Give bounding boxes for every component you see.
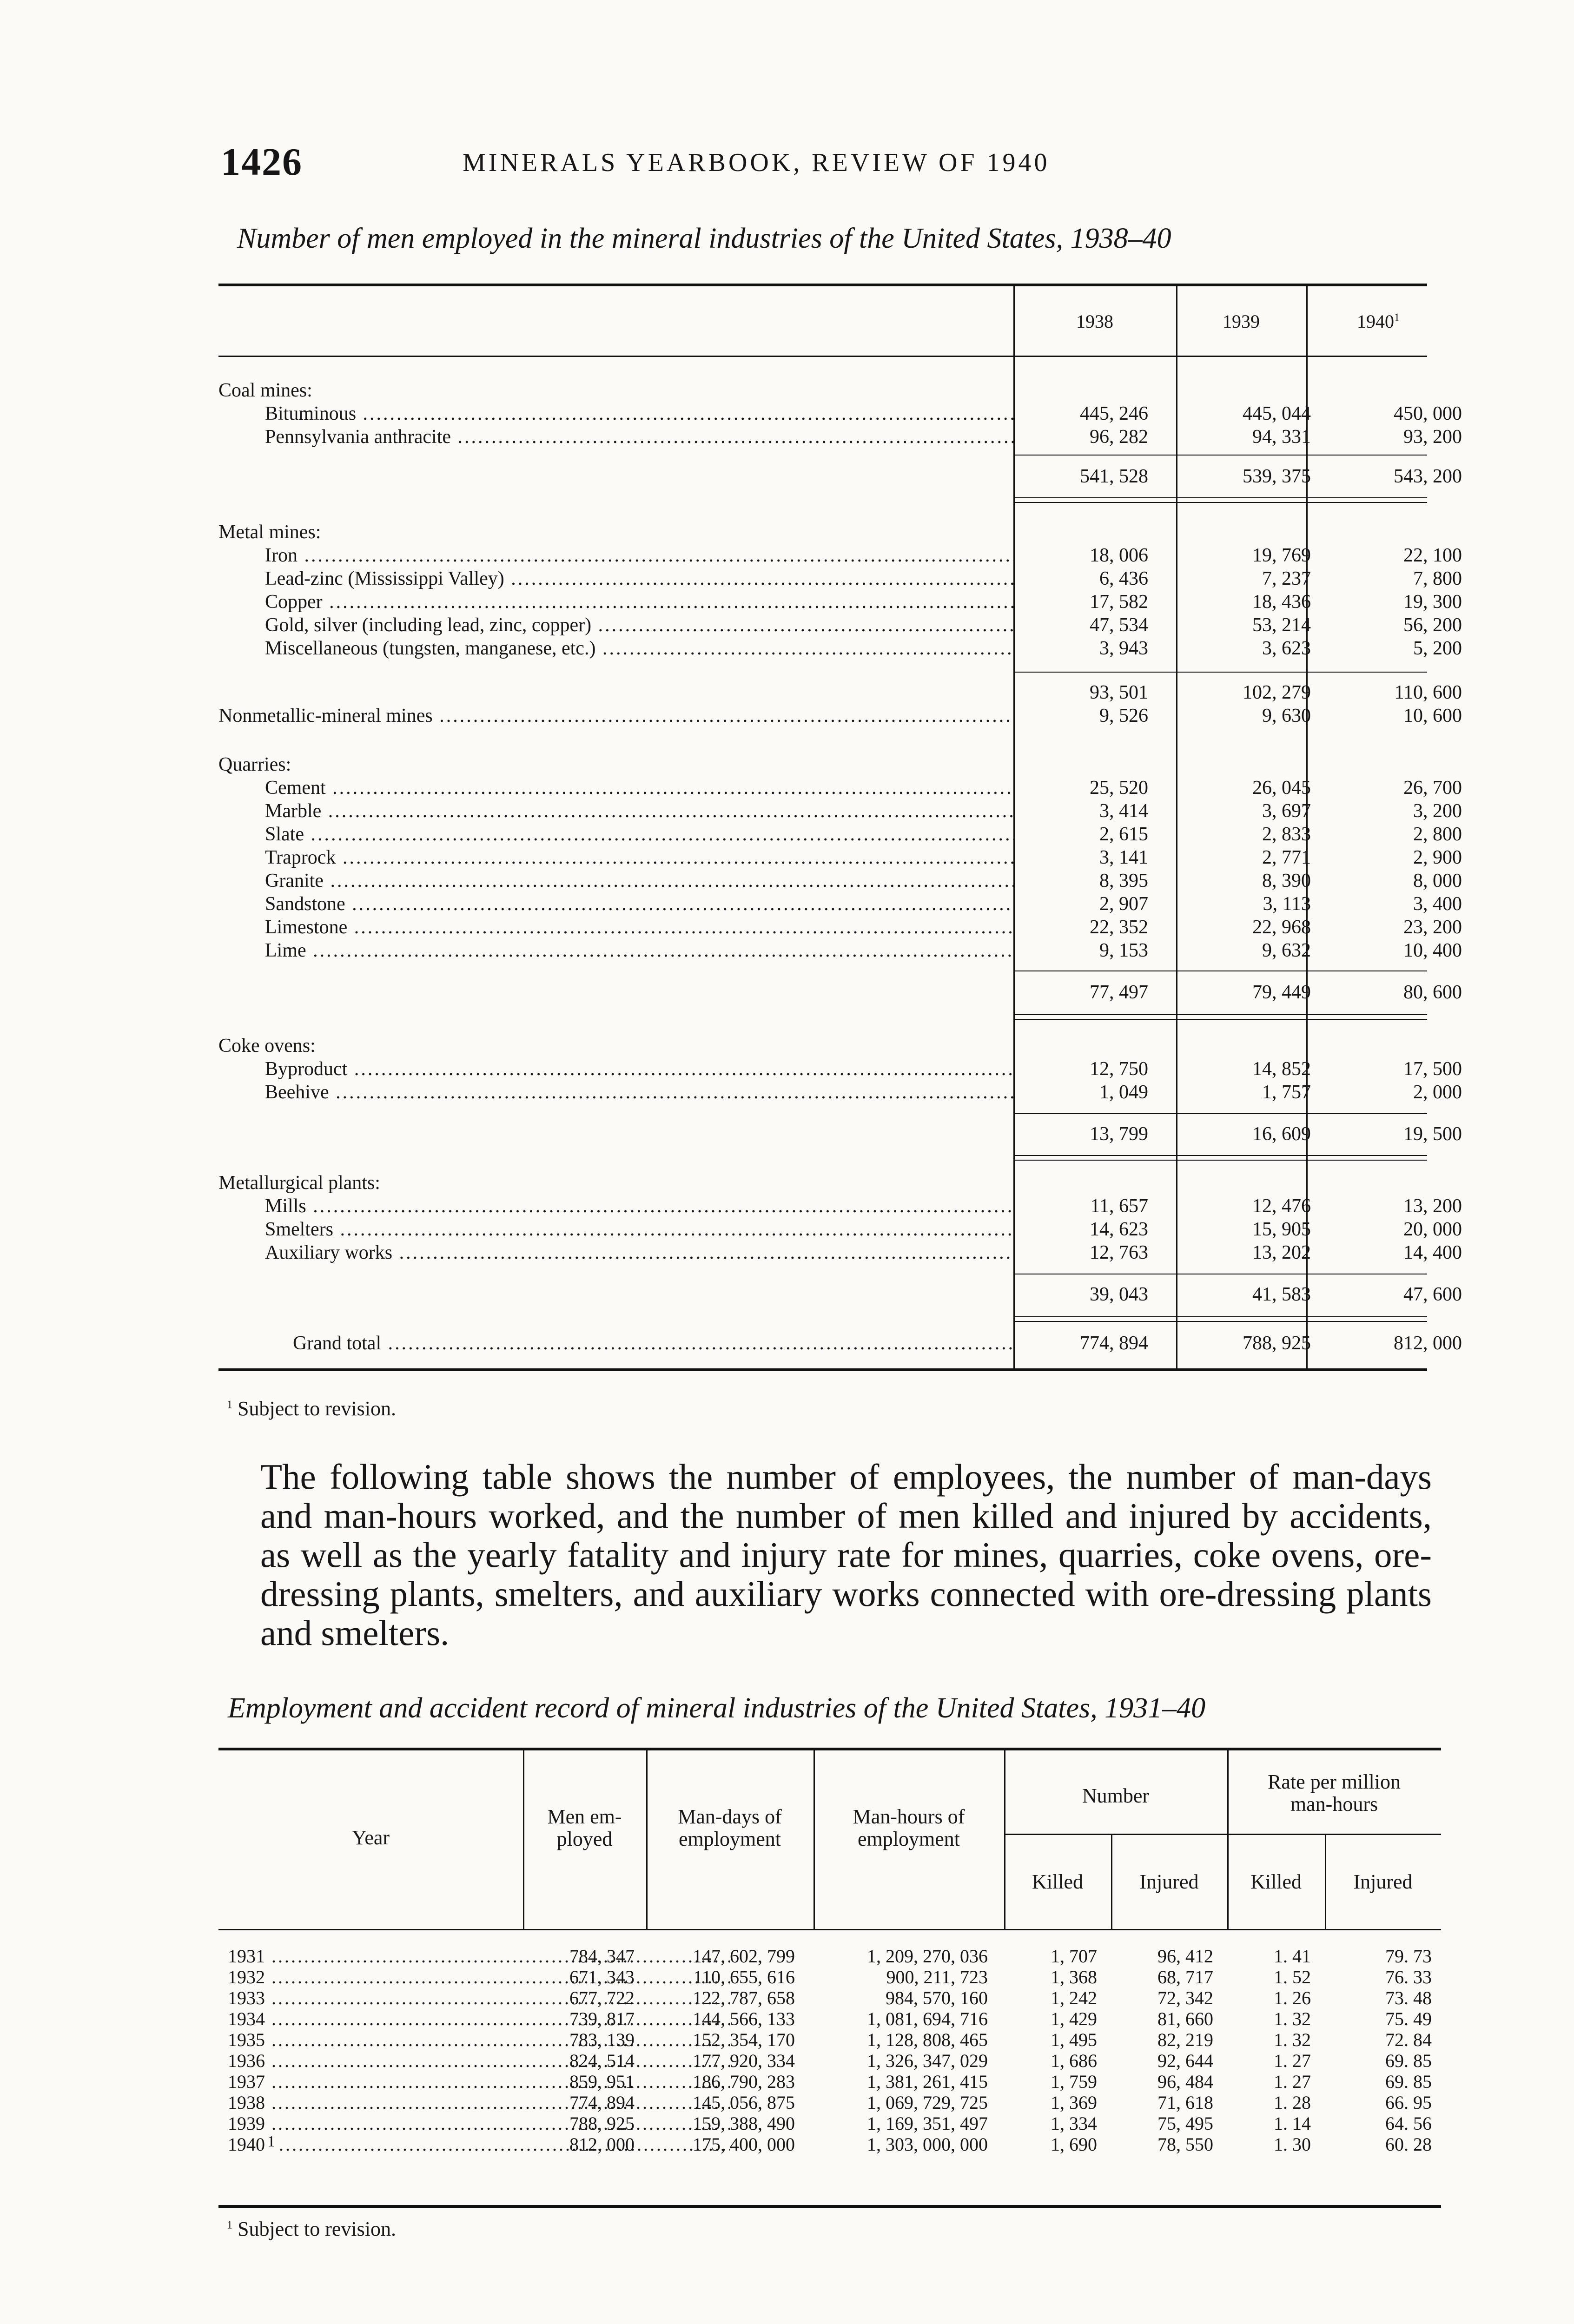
table-row bbox=[218, 1987, 1441, 2009]
header-rate: Rate per million man-hours bbox=[1268, 1770, 1401, 1816]
header-subrule bbox=[1004, 1834, 1441, 1835]
killed-cell: 1, 686 bbox=[1051, 2050, 1097, 2071]
year-cell: 1935 ..... bbox=[228, 2029, 730, 2051]
table-row bbox=[218, 2092, 1441, 2114]
subtotal-row: 77, 497 79, 449 80, 600 bbox=[1090, 982, 1462, 1003]
ri-cell: 72. 84 bbox=[1385, 2029, 1432, 2050]
men-cell: 677, 722 bbox=[569, 1987, 635, 2008]
body-paragraph: The following table shows the number of employees, the number of man-days and man-hours worked, and the number of men killed and injured by accidents, as well as the yearly fatality and injury rate for mines, quarries, coke ovens, ore-dressing plants, smelters, and auxiliary works connected with ore-dressing plants and smelters. bbox=[260, 1457, 1432, 1653]
days-cell: 122, 787, 658 bbox=[693, 1987, 795, 2008]
table-row: Beehive ..... 1, 049 1, 757 2, 000 bbox=[218, 1081, 1427, 1104]
ri-cell: 73. 48 bbox=[1385, 1987, 1432, 2008]
column-divider bbox=[1004, 1748, 1005, 1929]
ri-cell: 75. 49 bbox=[1385, 2008, 1432, 2029]
running-title: MINERALS YEARBOOK, REVIEW OF 1940 bbox=[463, 148, 1050, 177]
injured-cell: 75, 495 bbox=[1157, 2113, 1213, 2134]
days-cell: 144, 566, 133 bbox=[693, 2008, 795, 2029]
rk-cell: 1. 26 bbox=[1274, 1987, 1311, 2008]
subtotal-row: 93, 501 102, 279 110, 600 bbox=[1090, 682, 1462, 703]
killed-cell: 1, 495 bbox=[1051, 2029, 1097, 2050]
table1-footnote: $^1$ Subject to revision. bbox=[227, 1397, 396, 1420]
days-cell: 175, 400, 000 bbox=[693, 2134, 795, 2155]
column-header-1938: 1938 bbox=[1076, 311, 1113, 332]
page-number: 1426 bbox=[221, 140, 303, 184]
year-cell: 1937 ..... bbox=[228, 2071, 730, 2093]
hours-cell: 1, 169, 351, 497 bbox=[867, 2113, 988, 2134]
year-cell: 1931 ..... bbox=[228, 1945, 730, 1967]
rk-cell: 1. 52 bbox=[1274, 1967, 1311, 1987]
table-row: Nonmetallic-mineral mines ..... 9, 526 9, 630 10, 600 bbox=[218, 704, 1427, 727]
rk-cell: 1. 27 bbox=[1274, 2071, 1311, 2092]
men-cell: 784, 347 bbox=[569, 1946, 635, 1967]
ri-cell: 60. 28 bbox=[1385, 2134, 1432, 2155]
table-rule bbox=[218, 284, 1427, 286]
subtotal-double-rule bbox=[1013, 1014, 1427, 1020]
table-row: Lime ..... 9, 153 9, 632 10, 400 bbox=[218, 939, 1427, 962]
table-row: Iron ..... 18, 006 19, 769 22, 100 bbox=[218, 544, 1427, 567]
men-cell: 824, 514 bbox=[569, 2050, 635, 2071]
accident-record-table-1931-40 bbox=[218, 1748, 1441, 2208]
group-heading: Metal mines: bbox=[218, 522, 321, 543]
year-cell: 1940 bbox=[228, 2134, 265, 2155]
header-man-days: Man-days of employment bbox=[678, 1805, 782, 1850]
header-man-hours: Man-hours of employment bbox=[853, 1805, 965, 1850]
header-rate-injured: Injured bbox=[1353, 1870, 1413, 1893]
days-cell: 159, 388, 490 bbox=[693, 2113, 795, 2134]
table-row bbox=[218, 2008, 1441, 2030]
ri-cell: 79. 73 bbox=[1385, 1946, 1432, 1967]
days-cell: 152, 354, 170 bbox=[693, 2029, 795, 2050]
table-rule bbox=[218, 356, 1427, 357]
table1-caption: Number of men employed in the mineral industries of the United States, 1938–40 bbox=[237, 223, 1171, 254]
header-injured: Injured bbox=[1139, 1870, 1199, 1893]
ri-cell: 76. 33 bbox=[1385, 1967, 1432, 1987]
hours-cell: 900, 211, 723 bbox=[886, 1967, 988, 1987]
men-cell: 788, 925 bbox=[569, 2113, 635, 2134]
ri-cell: 69. 85 bbox=[1385, 2050, 1432, 2071]
table-row: Byproduct ..... 12, 750 14, 852 17, 500 bbox=[218, 1057, 1427, 1081]
group-heading: Quarries: bbox=[218, 754, 291, 775]
hours-cell: 1, 326, 347, 029 bbox=[867, 2050, 988, 2071]
hours-cell: 984, 570, 160 bbox=[886, 1987, 988, 2008]
killed-cell: 1, 690 bbox=[1051, 2134, 1097, 2155]
table-row: Marble ..... 3, 414 3, 697 3, 200 bbox=[218, 799, 1427, 823]
hours-cell: 1, 209, 270, 036 bbox=[867, 1946, 988, 1967]
table2-footnote: $^1$ Subject to revision. bbox=[227, 2218, 396, 2240]
table-row: Slate ..... 2, 615 2, 833 2, 800 bbox=[218, 823, 1427, 846]
ri-cell: 69. 85 bbox=[1385, 2071, 1432, 2092]
header-rule bbox=[218, 1929, 1441, 1930]
days-cell: 110, 655, 616 bbox=[693, 1967, 795, 1987]
grand-total-row: Grand total ..... 774, 894 788, 925 812, 000 bbox=[218, 1332, 1427, 1355]
group-heading: Metallurgical plants: bbox=[218, 1172, 380, 1194]
rk-cell: 1. 14 bbox=[1274, 2113, 1311, 2134]
ri-cell: 64. 56 bbox=[1385, 2113, 1432, 2134]
table-rule bbox=[218, 1368, 1427, 1371]
men-cell: 859, 951 bbox=[569, 2071, 635, 2092]
table-row: Lead-zinc (Mississippi Valley) ..... 6, 436 7, 237 7, 800 bbox=[218, 567, 1427, 590]
hours-cell: 1, 081, 694, 716 bbox=[867, 2008, 988, 2029]
injured-cell: 82, 219 bbox=[1157, 2029, 1213, 2050]
injured-cell: 71, 618 bbox=[1157, 2092, 1213, 2113]
subtotal-double-rule bbox=[1013, 497, 1427, 503]
killed-cell: 1, 369 bbox=[1051, 2092, 1097, 2113]
table2-caption: Employment and accident record of mineral industries of the United States, 1931–40 bbox=[228, 1692, 1206, 1724]
year-cell: 1939 ..... bbox=[228, 2113, 730, 2135]
table-row bbox=[218, 2050, 1441, 2072]
men-cell: 783, 139 bbox=[569, 2029, 635, 2050]
table-row: Granite ..... 8, 395 8, 390 8, 000 bbox=[218, 869, 1427, 892]
subtotal-double-rule bbox=[1013, 1155, 1427, 1161]
days-cell: 147, 602, 799 bbox=[693, 1946, 795, 1967]
men-cell: 671, 343 bbox=[569, 1967, 635, 1987]
year-cell: 1938 ..... bbox=[228, 2092, 730, 2114]
subtotal-row: 541, 528 539, 375 543, 200 bbox=[1080, 466, 1462, 487]
subtotal-double-rule bbox=[1013, 1316, 1427, 1322]
rk-cell: 1. 32 bbox=[1274, 2029, 1311, 2050]
injured-cell: 92, 644 bbox=[1157, 2050, 1213, 2071]
header-men-employed: Men em- ployed bbox=[547, 1805, 622, 1850]
table-row: Pennsylvania anthracite ..... 96, 282 94, 331 93, 200 bbox=[218, 425, 1427, 449]
men-cell: 812, 000 bbox=[569, 2134, 635, 2155]
days-cell: 145, 056, 875 bbox=[693, 2092, 795, 2113]
header-number: Number bbox=[1082, 1784, 1150, 1807]
rk-cell: 1. 30 bbox=[1274, 2134, 1311, 2155]
injured-cell: 96, 484 bbox=[1157, 2071, 1213, 2092]
men-cell: 774, 894 bbox=[569, 2092, 635, 2113]
table-row: Cement ..... 25, 520 26, 045 26, 700 bbox=[218, 776, 1427, 799]
table-row: Miscellaneous (tungsten, manganese, etc.) ..... 3, 943 3, 623 5, 200 bbox=[218, 637, 1427, 660]
men-cell: 739, 817 bbox=[569, 2008, 635, 2029]
table-row: Bituminous ..... 445, 246 445, 044 450, 000 bbox=[218, 402, 1427, 425]
year-cell: 1932 ..... bbox=[228, 1966, 730, 1988]
table-row: Sandstone ..... 2, 907 3, 113 3, 400 bbox=[218, 892, 1427, 916]
year-cell: 1934 ..... bbox=[228, 2008, 730, 2030]
table-row: Copper ..... 17, 582 18, 436 19, 300 bbox=[218, 590, 1427, 614]
rk-cell: 1. 27 bbox=[1274, 2050, 1311, 2071]
injured-cell: 72, 342 bbox=[1157, 1987, 1213, 2008]
year-cell: 1936 ..... bbox=[228, 2050, 730, 2072]
subtotal-rule bbox=[1013, 672, 1427, 673]
subtotal-rule bbox=[1013, 1113, 1427, 1114]
table-row bbox=[218, 1945, 1441, 1967]
running-header bbox=[221, 139, 1429, 186]
header-year: Year bbox=[351, 1826, 390, 1849]
injured-cell: 96, 412 bbox=[1157, 1946, 1213, 1967]
header-rate-killed: Killed bbox=[1250, 1870, 1302, 1893]
table-row: Gold, silver (including lead, zinc, copper) ..... 47, 534 53, 214 56, 200 bbox=[218, 614, 1427, 637]
killed-cell: 1, 429 bbox=[1051, 2008, 1097, 2029]
ri-cell: 66. 95 bbox=[1385, 2092, 1432, 2113]
killed-cell: 1, 242 bbox=[1051, 1987, 1097, 2008]
group-heading: Coke ovens: bbox=[218, 1035, 316, 1056]
rk-cell: 1. 32 bbox=[1274, 2008, 1311, 2029]
table-row: Smelters ..... 14, 623 15, 905 20, 000 bbox=[218, 1218, 1427, 1241]
table-row bbox=[218, 2113, 1441, 2135]
injured-cell: 68, 717 bbox=[1157, 1967, 1213, 1987]
hours-cell: 1, 128, 808, 465 bbox=[867, 2029, 988, 2050]
table-rule bbox=[218, 1748, 1441, 1750]
column-header-1939: 1939 bbox=[1223, 311, 1260, 332]
table-row bbox=[218, 1966, 1441, 1988]
injured-cell: 81, 660 bbox=[1157, 2008, 1213, 2029]
subtotal-rule bbox=[1013, 455, 1427, 456]
killed-cell: 1, 368 bbox=[1051, 1967, 1097, 1987]
table-row: Auxiliary works ..... 12, 763 13, 202 14, 400 bbox=[218, 1241, 1427, 1264]
hours-cell: 1, 303, 000, 000 bbox=[867, 2134, 988, 2155]
group-heading: Coal mines: bbox=[218, 380, 312, 401]
table-row bbox=[218, 2071, 1441, 2093]
leader-dots bbox=[279, 2133, 730, 2156]
hours-cell: 1, 069, 729, 725 bbox=[867, 2092, 988, 2113]
header-killed: Killed bbox=[1032, 1870, 1083, 1893]
table-rule bbox=[218, 2205, 1441, 2208]
table-row: Mills ..... 11, 657 12, 476 13, 200 bbox=[218, 1195, 1427, 1218]
rk-cell: 1. 28 bbox=[1274, 2092, 1311, 2113]
year-cell: 1933 ..... bbox=[228, 1987, 730, 2009]
killed-cell: 1, 759 bbox=[1051, 2071, 1097, 2092]
subtotal-row: 13, 799 16, 609 19, 500 bbox=[1090, 1123, 1462, 1145]
column-header-1940: 1940$^1$ bbox=[1357, 311, 1400, 332]
subtotal-row: 39, 043 41, 583 47, 600 bbox=[1090, 1284, 1462, 1305]
days-cell: 177, 920, 334 bbox=[693, 2050, 795, 2071]
killed-cell: 1, 707 bbox=[1051, 1946, 1097, 1967]
days-cell: 186, 790, 283 bbox=[693, 2071, 795, 2092]
table-row: 1940 1 812, 000 175, 400, 000 1, 303, 000, 000 1, 690 78, 550 1. 30 60. 28 ..... bbox=[218, 2133, 1441, 2156]
table-row: Traprock ..... 3, 141 2, 771 2, 900 bbox=[218, 846, 1427, 869]
killed-cell: 1, 334 bbox=[1051, 2113, 1097, 2134]
table-row: Limestone ..... 22, 352 22, 968 23, 200 bbox=[218, 916, 1427, 939]
rk-cell: 1. 41 bbox=[1274, 1946, 1311, 1967]
employment-table-1938-40 bbox=[218, 284, 1462, 1371]
hours-cell: 1, 381, 261, 415 bbox=[867, 2071, 988, 2092]
table-row bbox=[218, 2029, 1441, 2051]
injured-cell: 78, 550 bbox=[1157, 2134, 1213, 2155]
